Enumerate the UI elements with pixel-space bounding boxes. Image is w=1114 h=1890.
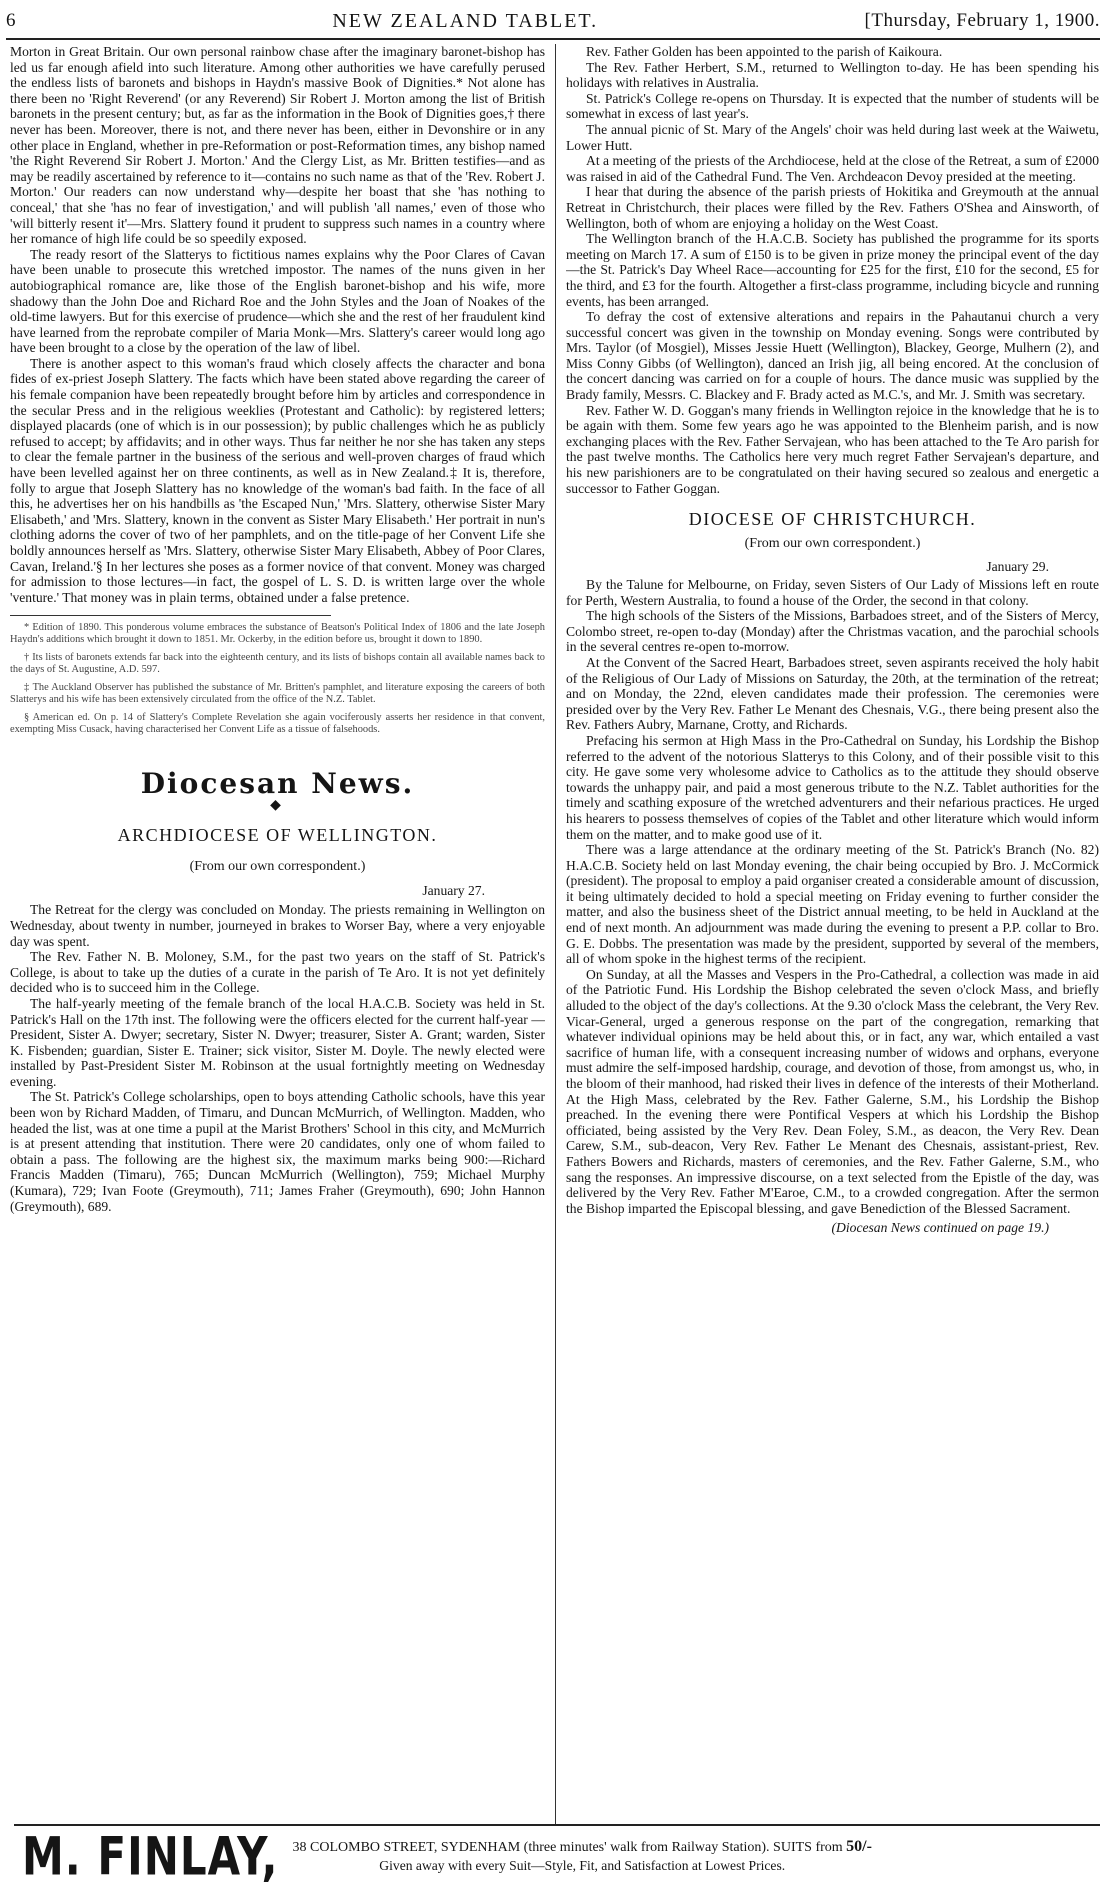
dateline: January 29. <box>986 559 1049 575</box>
article-paragraph: The ready resort of the Slatterys to fictitious names explains why the Poor Clares of Cavan have been unable to prosecute this wretched impostor. The names of the nuns given in her autobiographical romance are, like those of the English baronet-bishop and his wife, more shadowy than the John Doe and Richard Roe and the John Styles and the Joan of Noakes of the old-time lawyers. But for this exercise of prudence—which she and the rest of her fraudulent kind have learned from the reprobate compiler of Maria Monk—Mrs. Slattery's career would long ago have been brought to a close by the operation of the law of libel. <box>10 246 545 356</box>
news-paragraph: The high schools of the Sisters of the Missions, Barbadoes street, and of the Sisters of Mercy, Colombo street, re-open to-day (Monday) after the Christmas vacation, and the parochial schools in the several centres re-open to-morrow. <box>566 608 1099 655</box>
page-number: 6 <box>6 10 17 31</box>
news-paragraph: Rev. Father W. D. Goggan's many friends in Wellington rejoice in the knowledge that he is to be again with them. Some few years ago he was appointed to the Blenheim parish, and is now exchanging places with the Rev. Father Servajean, who has been attached to the Te Aro parish for the past twelve months. The Catholics here very much regret Father Servajean's departure, and his new parishioners are to be congratulated on their having secured so zealous and energetic a successor to Father Goggan. <box>566 402 1099 496</box>
advertisement <box>14 1824 1100 1886</box>
news-paragraph: At a meeting of the priests of the Archdiocese, held at the close of the Retreat, a sum of £2000 was raised in aid of the Cathedral Fund. The Ven. Archdeacon Devoy presided at the meeting. <box>566 153 1099 184</box>
advert-address: 38 COLOMBO STREET, SYDENHAM (three minutes' walk from Railway Station). SUITS from <box>292 1839 843 1855</box>
news-paragraph: There was a large attendance at the ordinary meeting of the St. Patrick's Branch (No. 82) H.A.C.B. Society held on last Monday evening, the chair being occupied by Bro. J. McCormick (president). The proposal to employ a paid organiser created a considerable amount of discussion, it being ultimately decided to hold a special meeting on Friday evening to further consider the matter, and also the business sheet of the District annual meeting, to be held in Auckland at the end of next month. An adjournment was made during the evening to present a P.P. collar to Bro. G. E. Dobbs. The presentation was made by the president, supported by several of the members, all of whom spoke in the highest terms of the recipient. <box>566 842 1099 967</box>
news-paragraph: The Wellington branch of the H.A.C.B. Society has published the programme for its sports meeting on March 17. A sum of £150 is to be given in prize money the principal event of the day—the St. Patrick's Day Wheel Race—accounting for £25 for the first, £10 for the second, £5 for the third, and £3 for the fourth. Altogether a first-class programme, including bicycle and running events, has been arranged. <box>566 231 1099 309</box>
news-paragraph: St. Patrick's College re-opens on Thursday. It is expected that the number of students will be somewhat in excess of last year's. <box>566 90 1099 122</box>
news-paragraph: The St. Patrick's College scholarships, open to boys attending Catholic schools, have this year been won by Richard Madden, of Timaru, and Duncan McMurrich, of Wellington. Madden, who headed the list, was at one time a pupil at the Marist Brothers' School in this city, and McMurrich is at present attending that institution. There were 20 candidates, only one of whom failed to obtain a pass. The following are the highest six, the maximum marks being 900:—Richard Francis Madden (Timaru), 765; Duncan McMurrich (Wellington), 759; Michael Murphy (Kumara), 729; Ivan Foote (Greymouth), 711; James Fraher (Greymouth), 690; John Hannon (Greymouth), 689. <box>10 1089 545 1214</box>
dateline: January 27. <box>422 882 485 898</box>
left-column <box>10 44 545 1824</box>
ornament-icon: ◆ <box>270 797 285 813</box>
news-paragraph: Prefacing his sermon at High Mass in the Pro-Cathedral on Sunday, his Lordship the Bishop referred to the advent of the notorious Slatterys to this Colony, and of their possible visit to this city. He gave some very wholesome advice to Catholics as to the attitude they should observe towards the unhappy pair, and paid a most generous tribute to the N.Z. Tablet authorities for the timely and scathing exposure of the wretched adventurers and their nefarious practices. He urged his hearers to possess themselves of copies of the Tablet and other literature which would inform them on the matter, and to make good use of it. <box>566 732 1099 842</box>
news-paragraph: The annual picnic of St. Mary of the Angels' choir was held during last week at the Waiwetu, Lower Hutt. <box>566 121 1099 153</box>
news-paragraph: Rev. Father Golden has been appointed to the parish of Kaikoura. <box>586 44 943 59</box>
footnote: § American ed. On p. 14 of Slattery's Complete Revelation she again vociferously asserts her residence in that convent, exempting Miss Cusack, having characterised her Convent Life as a tissue of falsehoods. <box>10 712 545 736</box>
news-paragraph: By the Talune for Melbourne, on Friday, seven Sisters of Our Lady of Missions left en route for Perth, Western Australia, to found a house of the Order, the second in that colony. <box>566 577 1099 608</box>
correspondent-line: (From our own correspondent.) <box>744 535 921 551</box>
footnote: † Its lists of baronets extends far back into the eighteenth century, and its lists of bishops contain all available names back to the days of St. Augustine, A.D. 597. <box>10 652 545 676</box>
footnote: * Edition of 1890. This ponderous volume embraces the substance of Beatson's Political Index of 1806 and the late Joseph Haydn's additions which brought it down to 1851. Mr. Ockerby, in the edition before us, brought it down to 1890. <box>10 622 545 646</box>
news-paragraph: On Sunday, at all the Masses and Vespers in the Pro-Cathedral, a collection was made in aid of the Patriotic Fund. His Lordship the Bishop celebrated the seven o'clock Mass, and briefly alluded to the object of the day's collections. At the 9.30 o'clock Mass the celebrant, the Very Rev. Vicar-General, urged a generous response on the part of the congregation, remarking that whatever individual opinions may be held about this, or in fact, any war, which entailed a vast sacrifice of human life, with a consequent increasing number of widows and orphans, everyone must admire the self-imposed hardship, courage, and devotion of those, from amongst us, who, in the bloom of their manhood, had risked their lives in defence of the interests of their Motherland. At the High Mass, celebrated by the Rev. Father Galerne, S.M., his Lordship the Bishop preached. In the evening there were Pontifical Vespers at which his Lordship the Bishop officiated, being assisted by the Very Rev. Dean Foley, S.M., as deacon, the Very Rev. Dean Carew, S.M., sub-deacon, Very Rev. Father Le Menant des Chesnais, assistant-priest, Rev. Fathers Bowers and Richards, masters of ceremonies, and the Rev. Father Galerne, S.M., who sang the responses. An impressive discourse, on a text selected from the Epistle of the day, was delivered by the Very Rev. Father M'Earoe, C.M., to a crowded congregation. After the sermon the Bishop imparted the Episcopal blessing, and gave Benediction of the Blessed Sacrament. <box>566 966 1099 1216</box>
footnotes <box>10 622 545 736</box>
article-paragraph: There is another aspect to this woman's fraud which closely affects the character and bona fides of ex-priest Joseph Slattery. The facts which have been stated above regarding the career of his female companion have been repeatedly brought before him by articles and correspondence in the secular Press and in the religious weeklies (Protestant and Catholic): by registered letters; displayed placards (one of which is in our possession); by public challenges which he as publicly refused to accept; by affidavits; and in other ways. Thus far neither he nor she has taken any steps to clear the female partner in the business of the serious and well-proven charges of fraud which have been levelled against her on three continents, as well as in New Zealand.‡ It is, therefore, folly to argue that Joseph Slattery has no knowledge of the woman's bad faith. In the face of all this, he advertises her on his handbills as 'the Escaped Nun,' 'Mrs. Slattery, otherwise Sister Mary Elisabeth,' and 'Mrs. Slattery, known in the convent as Sister Mary Elisabeth.' Her portrait in nun's clothing adorns the cover of two of her pamphlets, and on the title-page of her Convent Life she boldly announces herself as 'Mrs. Slattery, otherwise Sister Mary Elisabeth, Abbey of Poor Clares, Cavan, Ireland.'§ In her lectures she poses as a former novice of that convent. Money was charged for admission to those lectures—in fact, the gospel of L. S. D. is written large over the whole 'venture.' That money was in plain terms, obtained under a false pretence. <box>10 355 545 605</box>
news-paragraph: The Rev. Father Herbert, S.M., returned to Wellington to-day. He has been spending his holidays with relatives in Australia. <box>566 59 1099 91</box>
continued-note: (Diocesan News continued on page 19.) <box>831 1220 1049 1236</box>
news-paragraph: To defray the cost of extensive alterations and repairs in the Pahautanui church a very successful concert was given in the township on Monday evening. Songs were contributed by Mrs. Taylor (of Mosgiel), Misses Jessie Huett (Wellington), Blackey, George, Mulhern (2), and Miss Conny Gibbs (of Wellington), danced an Irish jig, all being encored. At the conclusion of the concert dancing was carried on for a couple of hours. The dance music was supplied by the Brady family, Messrs. C. Blackey and F. Brady acted as M.C.'s, and Mr. J. Smith was secretary. <box>566 309 1099 403</box>
column-rule <box>555 44 556 1824</box>
footnote: ‡ The Auckland Observer has published the substance of Mr. Britten's pamphlet, and literature exposing the careers of both Slatterys and his wife has been extensively circulated from the office of the N.Z. Tablet. <box>10 682 545 706</box>
news-paragraph: I hear that during the absence of the parish priests of Hokitika and Greymouth at the annual Retreat in Christchurch, their places were filled by the Rev. Fathers O'Shea and Ainsworth, of Wellington, both of whom are enjoying a holiday on the West Coast. <box>566 184 1099 231</box>
footnote-divider <box>10 615 331 616</box>
advert-price: 50/- <box>846 1837 872 1855</box>
news-paragraph: The Retreat for the clergy was concluded on Monday. The priests remaining in Wellington on Wednesday, about twenty in number, journeyed in brakes to Worser Bay, where a very enjoyable day was spent. <box>10 902 545 949</box>
news-paragraph: The half-yearly meeting of the female branch of the local H.A.C.B. Society was held in St. Patrick's Hall on the 17th inst. The following were the officers elected for the current half-year — President, Sister A. Dwyer; secretary, Sister N. Dwyer; treasurer, Sister A. Grant; warden, Sister K. Fisbenden; guardian, Sister E. Trainer; sick visitor, Sister M. Doyle. The newly elected were installed by Past-President Sister M. Robinson at the usual fortnightly meeting on Wednesday evening. <box>10 995 545 1089</box>
article-paragraph: Morton in Great Britain. Our own personal rainbow chase after the imaginary baronet-bishop has led us far enough afield into such literature. Among other authorities we have carefully perused the endless lists of baronets and bishops in Haydn's massive Book of Dignities.* Not alone has there been no 'Right Reverend' (or any Reverend) Sir Robert J. Morton among the list of British baronets in the present century; but, as far as the information in the Book of Dignities goes,† there never has been. Moreover, there is not, and there never has been, either in Devonshire or in any other place in England, whether in pre-Reformation or post-Reformation times, any bishop named 'the Right Reverend Sir Robert J. Morton.' And the Clergy List, as Mr. Britten testifies—and as may be readily ascertained by reference to it—contains no such name as that of the 'Rev. Robert J. Morton.' Our readers can now understand why—despite her boast that she 'has nothing to conceal,' that she 'has no fear of investigation,' and will publish 'all names,' even of those who 'will bitterly resent it'—Mrs. Slattery found it prudent to suppress such names in a country where her romance of high life could be so speedily exposed. <box>10 44 545 247</box>
news-paragraph: At the Convent of the Sacred Heart, Barbadoes street, seven aspirants received the holy habit of the Religious of Our Lady of Missions on Saturday, the 20th, at the termination of the retreat; and on Monday, the 22nd, eleven candidates made their profession. The ceremonies were presided over by the Very Rev. Father Le Menant des Chesnais, V.G., there being present also the Rev. Fathers Aubry, Marnane, Crotty, and Richards. <box>566 654 1099 733</box>
section-header: Diocesan News. <box>140 767 415 801</box>
advert-text <box>293 1838 872 1875</box>
archdiocese-heading: ARCHDIOCESE OF WELLINGTON. <box>117 824 438 845</box>
masthead <box>6 4 1100 40</box>
news-paragraph: The Rev. Father N. B. Moloney, S.M., for the past two years on the staff of St. Patrick's College, is about to take up the duties of a curate in the parish of Te Aro. It is not yet definitely decided who is to succeed him in the College. <box>10 949 545 996</box>
christchurch-heading: DIOCESE OF CHRISTCHURCH. <box>688 509 977 530</box>
paper-name: NEW ZEALAND TABLET. <box>332 9 599 32</box>
right-column <box>566 44 1099 1824</box>
advert-brand: M. FINLAY, <box>22 1825 279 1887</box>
issue-date: [Thursday, February 1, 1900. <box>864 10 1100 31</box>
correspondent-line: (From our own correspondent.) <box>189 859 366 875</box>
advert-slogan: Given away with every Suit—Style, Fit, and Satisfaction at Lowest Prices. <box>379 1857 786 1873</box>
